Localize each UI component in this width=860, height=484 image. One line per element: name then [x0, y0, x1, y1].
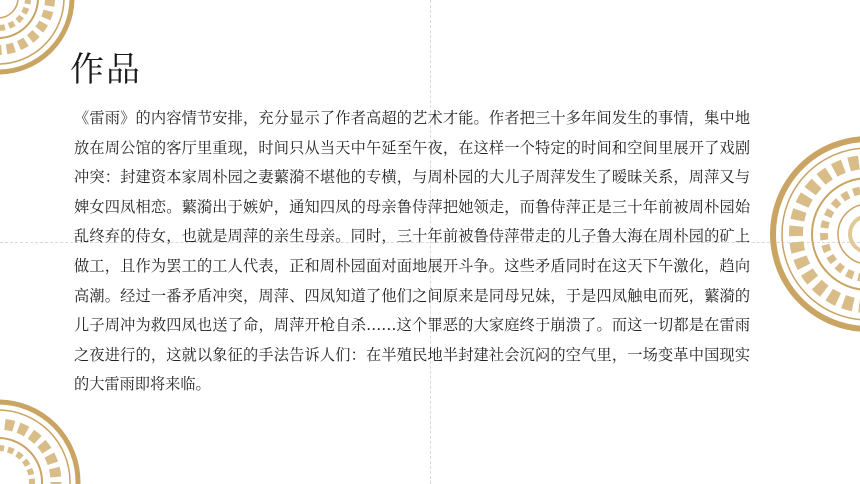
- corner-ornament-right: [768, 134, 860, 334]
- page-title: 作品: [70, 50, 142, 90]
- body-paragraph: 《雷雨》的内容情节安排，充分显示了作者高超的艺术才能。作者把三十多年间发生的事情，集中地放在周公馆的客厅里重现，时间只从当天中午延至午夜，在这样一个特定的时间和空间里展开了戏剧冲突：封建资本家周朴园之妻蘩漪不堪他的专横，与周朴园的大儿子周萍发生了暧昧关系，周萍又与婢女四凤相恋。蘩漪出于嫉妒，通知四凤的母亲鲁侍萍把她领走，而鲁侍萍正是三十年前被周朴园始乱终弃的侍女，也就是周萍的亲生母亲。同时，三十年前被鲁侍萍带走的儿子鲁大海在周朴园的矿上做工，且作为罢工的工人代表，正和周朴园面对面地展开斗争。这些矛盾同时在这天下午激化，趋向高潮。经过一番矛盾冲突，周萍、四凤知道了他们之间原来是同母兄妹，于是四凤触电而死，蘩漪的儿子周冲为救四凤也送了命，周萍开枪自杀……这个罪恶的大家庭终于崩溃了。而这一切都是在雷雨之夜进行的，这就以象征的手法告诉人们：在半殖民地半封建社会沉闷的空气里，一场变革中国现实的大雷雨即将来临。: [74, 109, 750, 394]
- corner-ornament-bottom-left: [0, 398, 82, 484]
- corner-ornament-top-left: [0, 0, 76, 76]
